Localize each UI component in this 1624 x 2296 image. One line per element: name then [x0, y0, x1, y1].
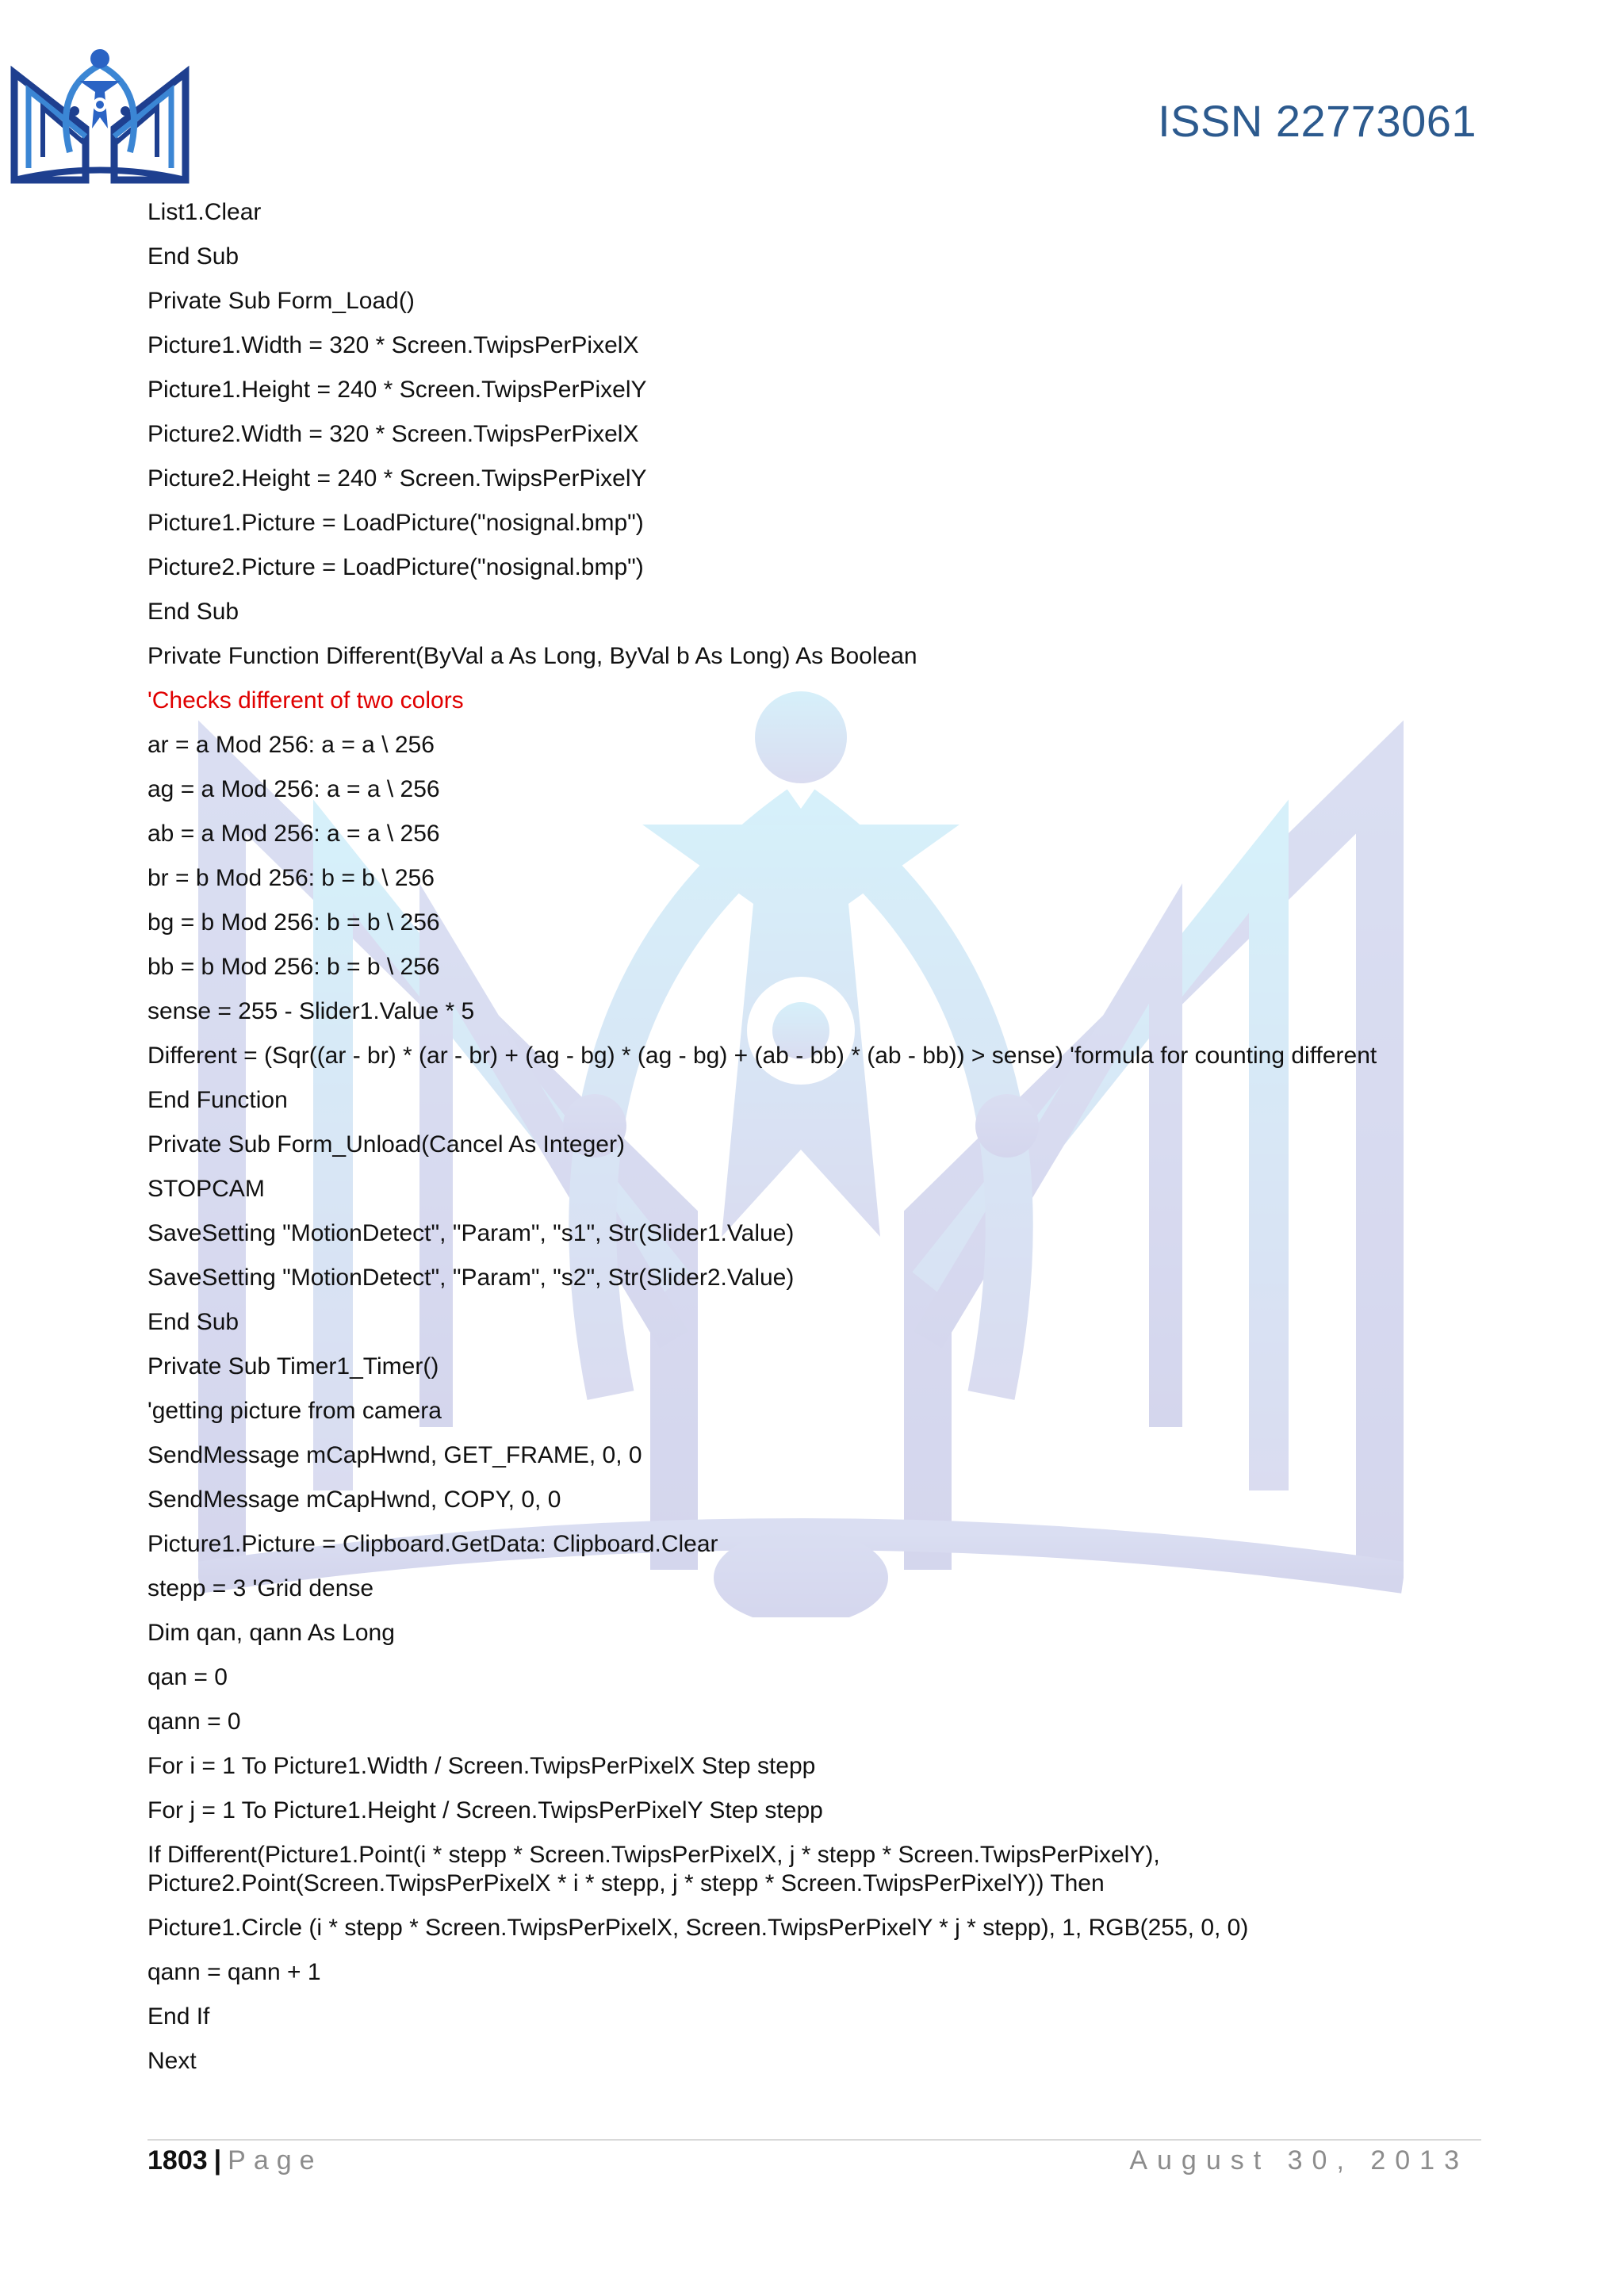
code-line: Picture1.Picture = Clipboard.GetData: Clipboard.Clear — [147, 1531, 718, 1557]
code-line: bb = b Mod 256: b = b \ 256 — [147, 954, 440, 980]
code-line: qann = qann + 1 — [147, 1959, 321, 1985]
code-line: qan = 0 — [147, 1664, 228, 1690]
code-line: Dim qan, qann As Long — [147, 1620, 395, 1646]
code-line: If Different(Picture1.Point(i * stepp * Screen.TwipsPerPixelX, j * stepp * Screen.TwipsPerPixelY), Picture2.Point(Screen.TwipsPerPixelX * i * stepp, j * stepp * Screen.TwipsPerPixelY)) Then — [147, 1842, 1160, 1896]
code-line: For i = 1 To Picture1.Width / Screen.TwipsPerPixelX Step stepp — [147, 1753, 816, 1779]
code-line: Different = (Sqr((ar - br) * (ar - br) + (ag - bg) * (ag - bg) + (ab - bb) * (ab - bb)) > sense) 'formula for counting different — [147, 1043, 1377, 1069]
issn-header: ISSN 22773061 — [1158, 96, 1477, 146]
code-line: ab = a Mod 256: a = a \ 256 — [147, 821, 440, 847]
code-line: List1.Clear — [147, 199, 262, 225]
footer-divider — [147, 2139, 1481, 2141]
open-book-people-logo-icon — [6, 41, 193, 189]
code-line: End Sub — [147, 599, 239, 625]
code-listing — [147, 198, 1496, 2091]
footer-separator: | — [213, 2145, 222, 2175]
code-comment-line: 'Checks different of two colors — [147, 687, 464, 714]
code-line: SendMessage mCapHwnd, GET_FRAME, 0, 0 — [147, 1442, 642, 1468]
code-line: For j = 1 To Picture1.Height / Screen.TwipsPerPixelY Step stepp — [147, 1797, 823, 1823]
page-label: Page — [228, 2145, 323, 2175]
footer-date: August 30, 2013 — [1129, 2145, 1469, 2175]
code-line: Private Sub Form_Load() — [147, 288, 415, 314]
code-line: 'getting picture from camera — [147, 1398, 442, 1424]
code-line: End Sub — [147, 243, 239, 270]
code-line: SendMessage mCapHwnd, COPY, 0, 0 — [147, 1487, 561, 1513]
code-line: stepp = 3 'Grid dense — [147, 1575, 374, 1601]
code-line: STOPCAM — [147, 1176, 265, 1202]
code-line: br = b Mod 256: b = b \ 256 — [147, 865, 435, 891]
code-line: Next — [147, 2048, 197, 2074]
code-line: Picture2.Picture = LoadPicture("nosignal.bmp") — [147, 554, 644, 580]
code-line: End Sub — [147, 1309, 239, 1335]
code-line: bg = b Mod 256: b = b \ 256 — [147, 909, 440, 936]
footer-page-number — [147, 2145, 323, 2176]
code-line: SaveSetting "MotionDetect", "Param", "s1", Str(Slider1.Value) — [147, 1220, 795, 1246]
code-line: End If — [147, 2003, 210, 2030]
code-line: Picture1.Height = 240 * Screen.TwipsPerPixelY — [147, 377, 647, 403]
code-line: Private Sub Timer1_Timer() — [147, 1353, 439, 1380]
code-line: End Function — [147, 1087, 288, 1113]
code-line: SaveSetting "MotionDetect", "Param", "s2", Str(Slider2.Value) — [147, 1265, 795, 1291]
code-line: Picture2.Height = 240 * Screen.TwipsPerPixelY — [147, 465, 647, 492]
code-line: Private Function Different(ByVal a As Long, ByVal b As Long) As Boolean — [147, 643, 917, 669]
code-line: sense = 255 - Slider1.Value * 5 — [147, 998, 475, 1024]
code-line: ag = a Mod 256: a = a \ 256 — [147, 776, 440, 802]
code-line: Picture1.Width = 320 * Screen.TwipsPerPixelX — [147, 332, 639, 358]
code-line: qann = 0 — [147, 1709, 241, 1735]
code-line: Private Sub Form_Unload(Cancel As Integer) — [147, 1131, 625, 1158]
code-line: Picture2.Width = 320 * Screen.TwipsPerPixelX — [147, 421, 639, 447]
code-line: ar = a Mod 256: a = a \ 256 — [147, 732, 435, 758]
code-line: Picture1.Picture = LoadPicture("nosignal.bmp") — [147, 510, 644, 536]
code-line: Picture1.Circle (i * stepp * Screen.TwipsPerPixelX, Screen.TwipsPerPixelY * j * stepp), 1, RGB(255, 0, 0) — [147, 1915, 1249, 1941]
page-number: 1803 — [147, 2145, 208, 2175]
